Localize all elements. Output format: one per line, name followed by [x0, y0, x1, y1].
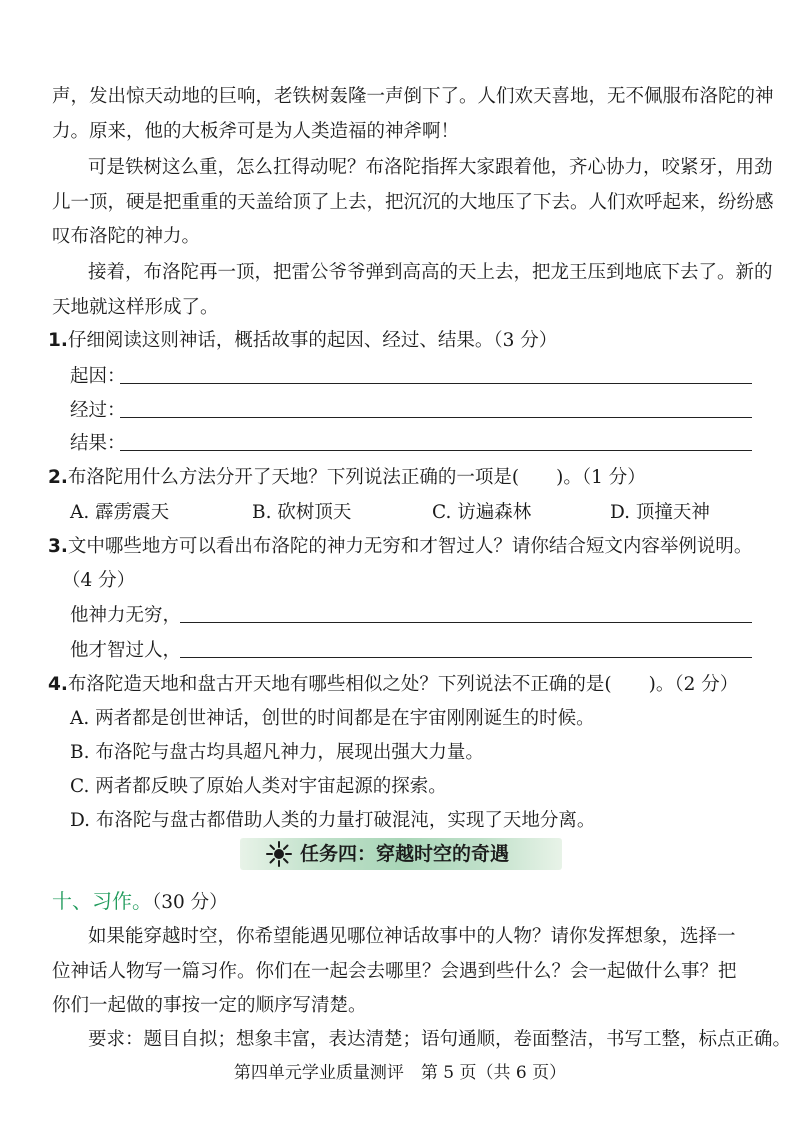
answer-label-wisdom: 他才智过人，: [70, 640, 182, 661]
passage-line: 天地就这样形成了。: [52, 297, 219, 318]
answer-label-cause: 起因：: [70, 366, 126, 387]
question-text: 布洛陀造天地和盘古开天地有哪些相似之处？下列说法不正确的是( )。（2 分）: [67, 674, 739, 695]
question-number: 2.: [48, 467, 68, 488]
section-score: （30 分）: [152, 892, 228, 913]
prompt-line: 如果能穿越时空，你希望能遇见哪位神话故事中的人物？请你发挥想象，选择一: [88, 926, 736, 947]
answer-blank-wisdom[interactable]: [180, 657, 752, 658]
option-a[interactable]: A. 两者都是创世神话，创世的时间都是在宇宙刚刚诞生的时候。: [70, 708, 595, 729]
section-title: 十、习作。: [52, 889, 152, 913]
question-number: 1.: [48, 330, 68, 351]
question-score: （4 分）: [62, 570, 136, 591]
option-a[interactable]: A. 霹雳震天: [70, 502, 170, 523]
sun-icon: [266, 841, 292, 867]
passage-line: 可是铁树这么重，怎么扛得动呢？布洛陀指挥大家跟着他，齐心协力，咬紧牙，用劲: [88, 157, 773, 178]
question-4: [48, 672, 738, 698]
option-b[interactable]: B. 砍树顶天: [252, 502, 352, 523]
passage-line: 声，发出惊天动地的巨响，老铁树轰隆一声倒下了。人们欢天喜地，无不佩服布洛陀的神: [52, 86, 774, 107]
banner-title: 任务四：穿越时空的奇遇: [300, 843, 510, 865]
option-d[interactable]: D. 布洛陀与盘古都借助人类的力量打破混沌，实现了天地分离。: [70, 810, 596, 831]
question-text: 布洛陀用什么方法分开了天地？下列说法正确的一项是( )。（1 分）: [67, 467, 646, 488]
option-c[interactable]: C. 两者都反映了原始人类对宇宙起源的探索。: [70, 776, 447, 797]
question-3: [48, 534, 752, 560]
question-number: 4.: [48, 674, 68, 695]
question-2: [48, 465, 646, 491]
prompt-line: 你们一起做的事按一定的顺序写清楚。: [52, 995, 367, 1016]
answer-label-result: 结果：: [70, 433, 126, 454]
answer-blank-power[interactable]: [180, 622, 752, 623]
passage-line: 接着，布洛陀再一顶，把雷公爷爷弹到高高的天上去，把龙王压到地底下去了。新的: [88, 262, 773, 283]
passage-line: 儿一顶，硬是把重重的天盖给顶了上去，把沉沉的大地压了下去。人们欢呼起来，纷纷感: [52, 192, 774, 213]
option-c[interactable]: C. 访遍森林: [432, 502, 532, 523]
page-footer: 第四单元学业质量测评 第 5 页（共 6 页）: [233, 1063, 567, 1083]
requirements-line: 要求：题目自拟；想象丰富，表达清楚；语句通顺，卷面整洁，书写工整，标点正确。: [88, 1029, 792, 1050]
answer-blank-cause[interactable]: [120, 383, 752, 384]
option-b[interactable]: B. 布洛陀与盘古均具超凡神力，展现出强大力量。: [70, 742, 484, 763]
answer-blank-process[interactable]: [120, 417, 752, 418]
passage-line: 力。原来，他的大板斧可是为人类造福的神斧啊！: [52, 121, 460, 142]
question-text: 文中哪些地方可以看出布洛陀的神力无穷和才智过人？请你结合短文内容举例说明。: [67, 536, 753, 557]
answer-blank-result[interactable]: [120, 450, 752, 451]
question-1: [48, 328, 557, 354]
passage-line: 叹布洛陀的神力。: [52, 226, 201, 247]
section-heading: [52, 888, 228, 916]
question-text: 仔细阅读这则神话，概括故事的起因、经过、结果。（3 分）: [67, 330, 558, 351]
answer-label-process: 经过：: [70, 400, 126, 421]
option-d[interactable]: D. 顶撞天神: [610, 502, 710, 523]
question-number: 3.: [48, 536, 68, 557]
prompt-line: 位神话人物写一篇习作。你们在一起会去哪里？会遇到些什么？会一起做什么事？把: [52, 961, 737, 982]
answer-label-power: 他神力无穷，: [70, 605, 182, 626]
